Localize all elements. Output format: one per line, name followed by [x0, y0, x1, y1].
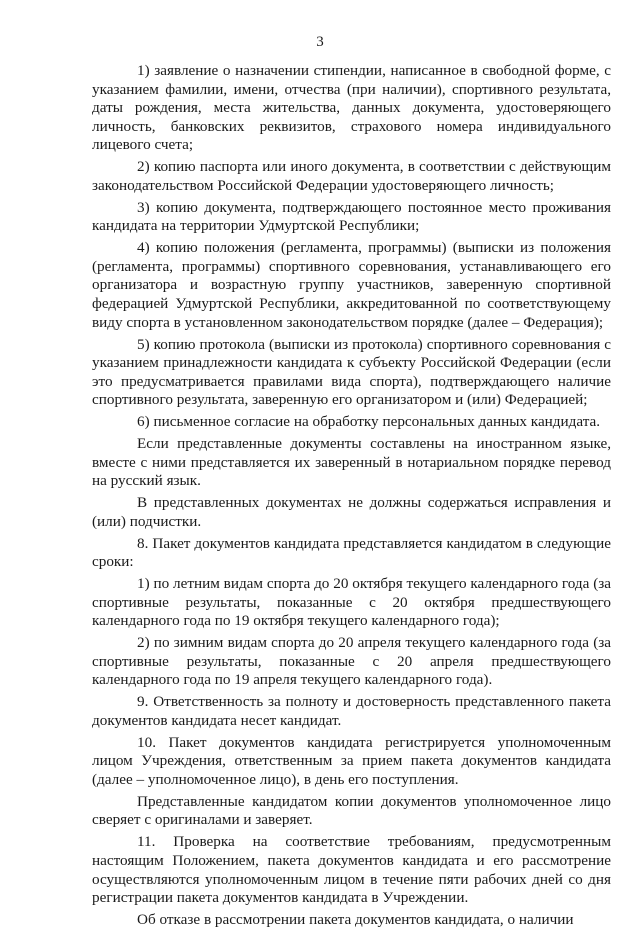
paragraph-section-9: 9. Ответственность за полноту и достоверность представленного пакета документов кандидата несет кандидат. — [92, 693, 611, 729]
document-body — [92, 62, 611, 930]
paragraph-item-2: 2) копию паспорта или иного документа, в соответствии с действующим законодательством Российской Федерации удостоверяющего личность; — [92, 158, 611, 194]
paragraph-item-6: 6) письменное согласие на обработку персональных данных кандидата. — [137, 413, 601, 431]
page-number: 3 — [316, 34, 324, 50]
paragraph-item-5: 5) копию протокола (выписки из протокола) спортивного соревнования с указанием принадлежности кандидата к субъекту Российской Федерации (если это предусматривается правилами вида спорта), подтверждающего наличие спортивного результата, заверенную его организатором и (или) Федерацией; — [92, 335, 611, 409]
paragraph-refusal: Об отказе в рассмотрении пакета документов кандидата, о наличии — [137, 910, 574, 928]
paragraph-section-10: 10. Пакет документов кандидата регистрируется уполномоченным лицом Учреждения, ответственным за прием пакета документов кандидата (далее – уполномоченное лицо), в день его поступления. — [92, 733, 611, 788]
paragraph-foreign-language: Если представленные документы составлены на иностранном языке, вместе с ними представляется их заверенный в нотариальном порядке перевод на русский язык. — [92, 435, 611, 490]
paragraph-item-1: 1) заявление о назначении стипендии, написанное в свободной форме, с указанием фамилии, имени, отчества (при наличии), спортивного результата, даты рождения, места жительства, данных документа, удостоверяющего личность, банковских реквизитов, страхового номера индивидуального лицевого счета; — [92, 62, 611, 154]
paragraph-section-11: 11. Проверка на соответствие требованиям, предусмотренным настоящим Положением, пакета документов кандидата и его рассмотрение осуществляются уполномоченным лицом в течение пяти рабочих дней со дня регистрации пакета документов кандидата в Учреждении. — [92, 833, 611, 907]
paragraph-item-4: 4) копию положения (регламента, программы) (выписки из положения (регламента, программы) спортивного соревнования, устанавливающего его организатора и возрастную группу участников, заверенную спортивной федерацией Удмуртской Республики, аккредитованной по соответствующему виду спорта в установленном законодательством порядке (далее – Федерация); — [92, 239, 611, 331]
paragraph-no-corrections: В представленных документах не должны содержаться исправления и (или) подчистки. — [92, 494, 611, 530]
paragraph-summer-sports: 1) по летним видам спорта до 20 октября текущего календарного года (за спортивные результаты, показанные с 20 октября предшествующего календарного года по 19 октября текущего календарного года); — [92, 575, 611, 630]
paragraph-copies-verification: Представленные кандидатом копии документов уполномоченное лицо сверяет с оригиналами и заверяет. — [92, 792, 611, 829]
paragraph-item-3: 3) копию документа, подтверждающего постоянное место проживания кандидата на территории Удмуртской Республики; — [92, 198, 611, 235]
paragraph-winter-sports: 2) по зимним видам спорта до 20 апреля текущего календарного года (за спортивные результаты, показанные с 20 апреля предшествующего календарного года по 19 апреля текущего календарного года). — [92, 634, 611, 689]
paragraph-section-8: 8. Пакет документов кандидата представляется кандидатом в следующие сроки: — [92, 534, 611, 571]
